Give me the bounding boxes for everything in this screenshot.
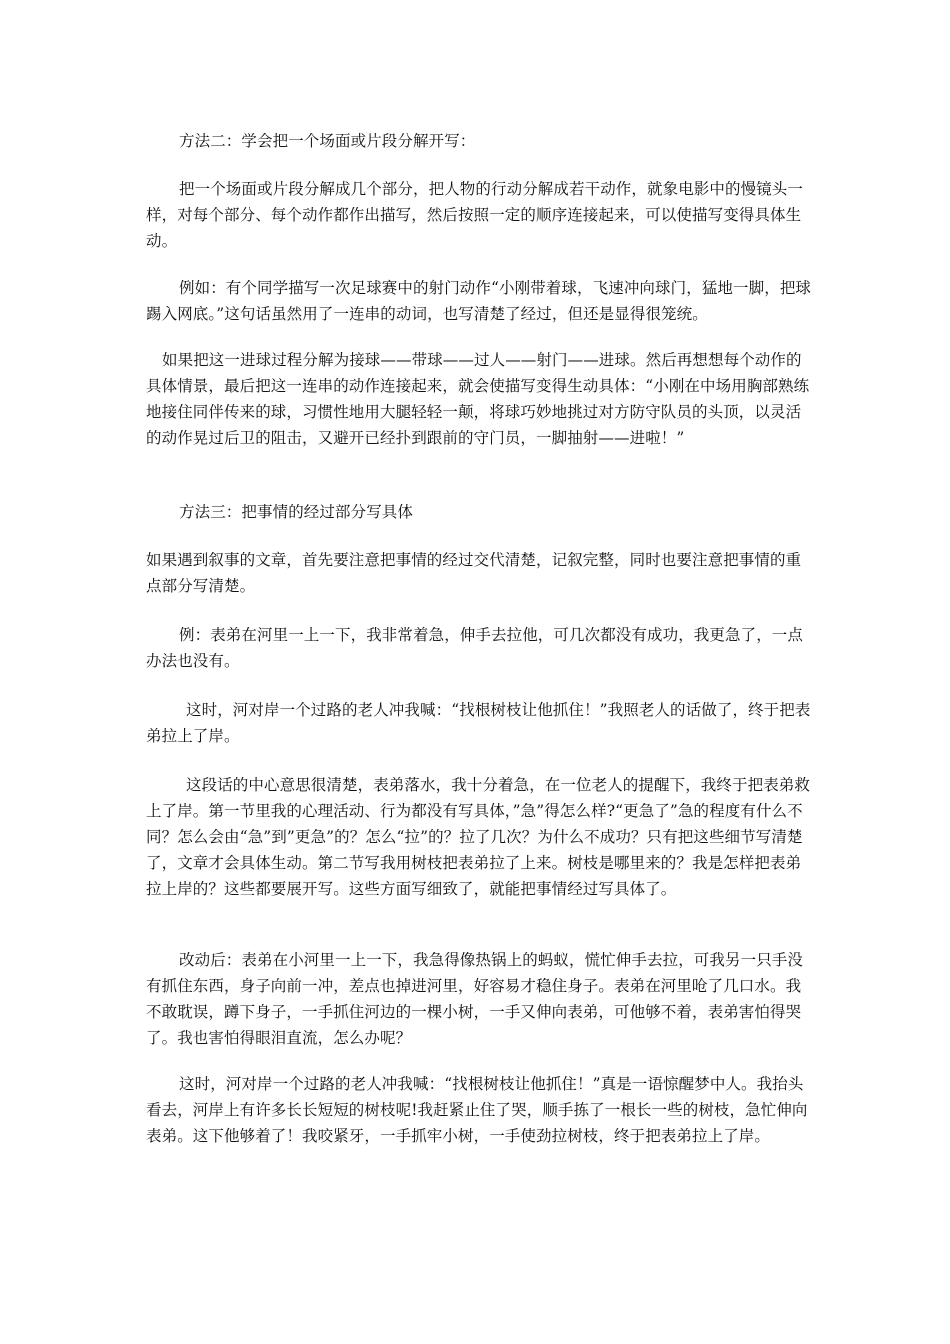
paragraph-example-river: 例：表弟在河里一上一下，我非常着急，伸手去拉他，可几次都没有成功，我更急了，一点办法也没有。: [146, 626, 804, 670]
paragraph-method-two-heading: 方法二：学会把一个场面或片段分解开写：: [179, 132, 476, 150]
paragraph-old-man-shout: 这时，河对岸一个过路的老人冲我喊：“找根树枝让他抓住！”我照老人的话做了，终于把表弟拉上了岸。: [146, 701, 811, 745]
paragraph-example-shot: 例如：有个同学描写一次足球赛中的射门动作“小刚带着球，飞速冲向球门，猛地一脚，把球踢入网底。”这句话虽然用了一连串的动词，也写清楚了经过，但还是显得很笼统。: [146, 279, 812, 323]
paragraph-revised-version: 改动后：表弟在小河里一上一下，我急得像热锅上的蚂蚁，慌忙伸手去拉，可我另一只手没有抓住东西，身子向前一冲，差点也掉进河里，好容易才稳住身子。表弟在河里呛了几口水。我不敢耽误，蹲下身子，一手抓住河边的一棵小树，一手又伸向表弟，可他够不着，表弟害怕得哭了。我也害怕得眼泪直流，怎么办呢？: [146, 951, 804, 1047]
paragraph-method-three-heading: 方法三：把事情的经过部分写具体: [179, 503, 414, 521]
paragraph-analysis: 这段话的中心意思很清楚，表弟落水，我十分着急，在一位老人的提醒下，我终于把表弟救上了岸。第一节里我的心理活动、行为都没有写具体，”急”得怎么样?“更急了”急的程度有什么不同？怎么会由“急”到”更急”的？怎么“拉”的？拉了几次？为什么不成功？只有把这些细节写清楚了，文章才会具体生动。第二节写我用树枝把表弟拉了上来。树枝是哪里来的？我是怎样把表弟拉上岸的？这些都要展开写。这些方面写细致了，就能把事情经过写具体了。: [146, 776, 811, 898]
paragraph-method-three-description: 如果遇到叙事的文章，首先要注意把事情的经过交代清楚，记叙完整，同时也要注意把事情的重点部分写清楚。: [146, 551, 802, 595]
paragraph-revised-ending: 这时，河对岸一个过路的老人冲我喊：“找根树枝让他抓住！”真是一语惊醒梦中人。我抬头看去，河岸上有许多长长短短的树枝呢!我赶紧止住了哭，顺手拣了一根长一些的树枝，急忙伸向表弟。这下他够着了！我咬紧牙，一手抓牢小树，一手使劲拉树枝，终于把表弟拉上了岸。: [146, 1075, 808, 1145]
paragraph-shot-decomposed: 如果把这一进球过程分解为接球——带球——过人——射门——进球。然后再想想每个动作的具体情景，最后把这一连串的动作连接起来，就会使描写变得生动具体：“小刚在中场用胸部熟练地接住同伴传来的球，习惯性地用大腿轻轻一颠，将球巧妙地挑过对方防守队员的头顶，以灵活的动作晃过后卫的阻击，又避开已经扑到跟前的守门员，一脚抽射——进啦！”: [146, 351, 810, 447]
paragraph-method-two-description: 把一个场面或片段分解成几个部分，把人物的行动分解成若干动作，就象电影中的慢镜头一样，对每个部分、每个动作都作出描写，然后按照一定的顺序连接起来，可以使描写变得具体生动。: [146, 180, 804, 250]
